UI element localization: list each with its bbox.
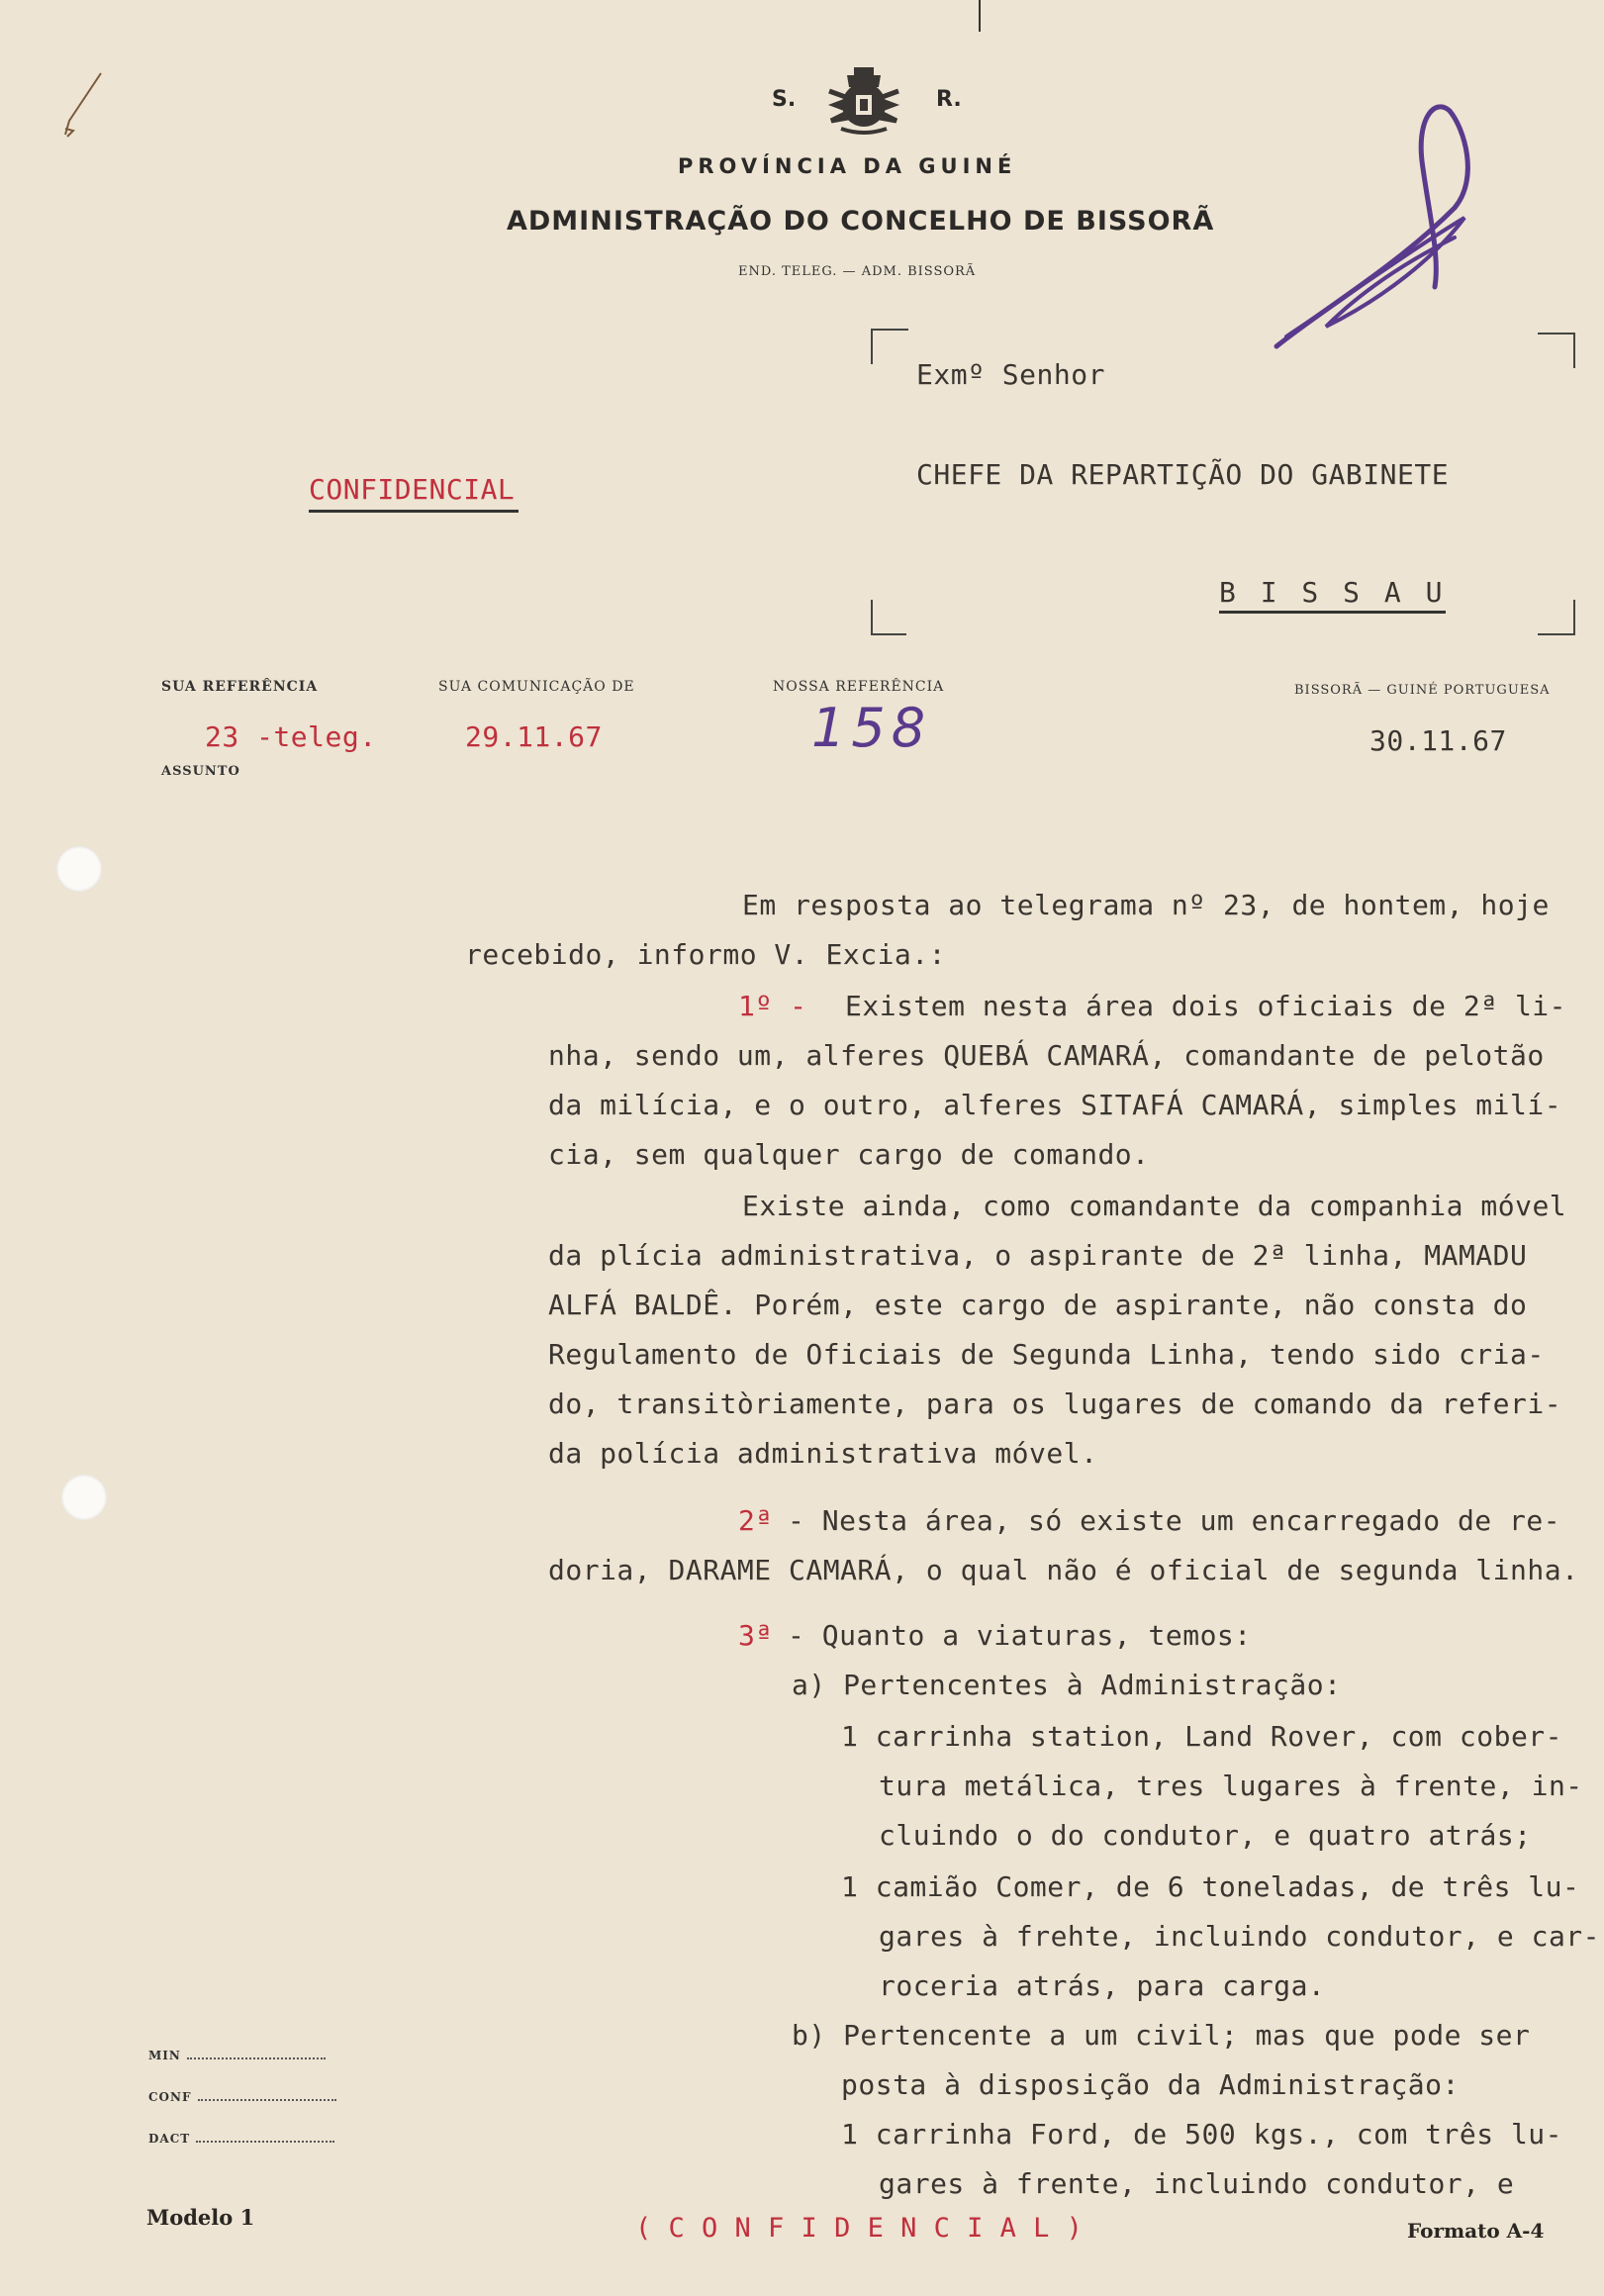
item-3b1-line-2: gares à frente, incluindo condutor, e xyxy=(879,2167,1515,2200)
address-bracket-top-right xyxy=(1538,333,1575,368)
item-1-line-2: nha, sendo um, alferes QUEBÁ CAMARÁ, comandante de pelotão xyxy=(548,1039,1545,1072)
item-1-line-1: Existem nesta área dois oficiais de 2ª li- xyxy=(845,990,1567,1022)
sua-referencia-value xyxy=(205,720,377,753)
sua-referencia-label: SUA REFERÊNCIA xyxy=(161,679,319,695)
classification-stamp: CONFIDENCIAL xyxy=(309,473,519,513)
footer-formato: Formato A-4 xyxy=(1407,2219,1545,2243)
item-3a-heading: a) Pertencentes à Administração: xyxy=(792,1669,1342,1701)
conf-dotted-line xyxy=(198,2098,336,2101)
item-3a1-line-2: tura metálica, tres lugares à frente, in- xyxy=(879,1770,1583,1802)
nossa-referencia-value: 158 xyxy=(811,697,932,759)
item-1b-line-5: do, transitòriamente, para os lugares de comando da referi- xyxy=(548,1387,1562,1420)
sua-referencia-value-text: 23 -teleg. xyxy=(205,720,377,753)
header-administration: ADMINISTRAÇÃO DO CONCELHO DE BISSORÃ xyxy=(507,206,1215,237)
item-1-line-3: da milícia, e o outro, alferes SITAFÁ CAMARÁ, simples milí- xyxy=(548,1089,1562,1121)
header-province: PROVÍNCIA DA GUINÉ xyxy=(678,154,1017,178)
item-2-line-1: - Nesta área, só existe um encarregado de re- xyxy=(788,1504,1561,1537)
item-1b-line-1: Existe ainda, como comandante da companhia móvel xyxy=(742,1190,1567,1222)
item-2-number: 2ª xyxy=(738,1504,773,1537)
item-1-line-4: cia, sem qualquer cargo de comando. xyxy=(548,1138,1150,1171)
item-3b1-line-1: 1 carrinha Ford, de 500 kgs., com três lu- xyxy=(841,2118,1563,2151)
header-r-letter: R. xyxy=(936,87,962,112)
letter-date: 30.11.67 xyxy=(1369,724,1507,757)
dact-label: DACT xyxy=(148,2132,191,2146)
footer-modelo: Modelo 1 xyxy=(146,2205,255,2230)
sua-comunicacao-label: SUA COMUNICAÇÃO DE xyxy=(438,679,635,695)
min-dotted-line xyxy=(187,2057,326,2059)
address-bracket-bottom-right xyxy=(1538,600,1575,635)
assunto-label: ASSUNTO xyxy=(161,764,240,779)
item-3-line-1: - Quanto a viaturas, temos: xyxy=(788,1619,1252,1652)
body-intro-line-2: recebido, informo V. Excia.: xyxy=(465,938,947,971)
header-telegraph-address: END. TELEG. — ADM. BISSORÃ xyxy=(738,264,977,279)
coat-of-arms-emblem xyxy=(821,65,906,137)
item-3a1-line-3: cluindo o do condutor, e quatro atrás; xyxy=(879,1819,1532,1852)
item-3b-line-2: posta à disposição da Administração: xyxy=(841,2068,1460,2101)
punch-hole-bottom xyxy=(61,1475,107,1520)
item-3a2-line-1: 1 camião Comer, de 6 toneladas, de três lu- xyxy=(841,1870,1580,1903)
conf-label: CONF xyxy=(148,2090,192,2104)
handwritten-signature xyxy=(1267,99,1484,356)
fold-mark-top xyxy=(979,0,981,32)
sua-comunicacao-value: 29.11.67 xyxy=(465,720,603,753)
item-3-number: 3ª xyxy=(738,1619,773,1652)
item-1b-line-2: da plícia administrativa, o aspirante de 2ª linha, MAMADU xyxy=(548,1239,1528,1272)
address-bracket-top-left xyxy=(871,329,908,364)
corner-pencil-mark xyxy=(30,69,109,148)
place-label: BISSORÃ — GUINÉ PORTUGUESA xyxy=(1294,683,1551,698)
addressee-title: CHEFE DA REPARTIÇÃO DO GABINETE xyxy=(916,458,1450,491)
item-3a2-line-2: gares à frehte, incluindo condutor, e car- xyxy=(879,1920,1601,1953)
conf-field xyxy=(148,2090,336,2104)
header-s-letter: S. xyxy=(772,87,797,112)
addressee-city: B I S S A U xyxy=(1219,576,1446,614)
address-bracket-bottom-left xyxy=(871,600,906,635)
footer-confidencial: ( C O N F I D E N C I A L ) xyxy=(635,2213,1084,2244)
item-1b-line-4: Regulamento de Oficiais de Segunda Linha, tendo sido cria- xyxy=(548,1338,1545,1371)
item-1b-line-6: da polícia administrativa móvel. xyxy=(548,1437,1098,1470)
dact-field xyxy=(148,2132,334,2146)
punch-hole-top xyxy=(56,846,102,892)
min-label: MIN xyxy=(148,2049,181,2062)
item-3a2-line-3: roceria atrás, para carga. xyxy=(879,1969,1326,2002)
body-intro-line-1: Em resposta ao telegrama nº 23, de hontem, hoje xyxy=(742,889,1550,921)
item-1-number: 1º - xyxy=(738,990,807,1022)
item-1b-line-3: ALFÁ BALDÊ. Porém, este cargo de aspirante, não consta do xyxy=(548,1289,1528,1321)
item-2-line-2: doria, DARAME CAMARÁ, o qual não é oficial de segunda linha. xyxy=(548,1554,1579,1586)
item-3a1-line-1: 1 carrinha station, Land Rover, com cober- xyxy=(841,1720,1563,1753)
addressee-salutation: Exmº Senhor xyxy=(916,358,1105,391)
item-3b-line-1: b) Pertencente a um civil; mas que pode ser xyxy=(792,2019,1531,2052)
min-field xyxy=(148,2049,326,2062)
nossa-referencia-label: NOSSA REFERÊNCIA xyxy=(773,679,945,695)
dact-dotted-line xyxy=(196,2140,334,2143)
